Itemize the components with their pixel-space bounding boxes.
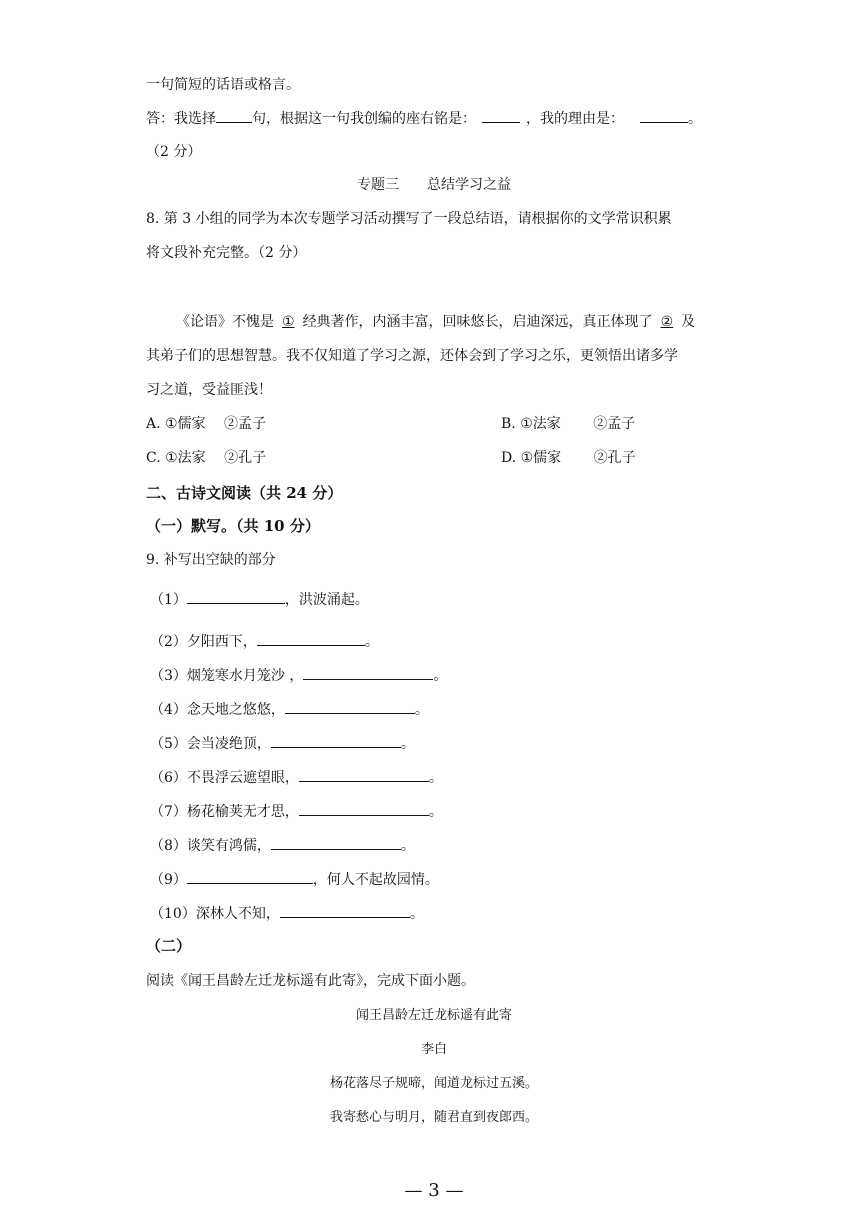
blank-2[interactable]: ② <box>660 314 674 330</box>
passage-line3: 习之道，受益匪浅！ <box>146 382 272 398</box>
item-text: 。 <box>364 634 379 650</box>
item-text: ，洪波涌起。 <box>284 592 369 608</box>
options-row-1 <box>146 415 746 433</box>
option-c[interactable]: C. ①法家 ②孔子 <box>146 450 267 466</box>
section-heading: 二、古诗文阅读（共 24 分） <box>146 484 343 502</box>
passage-text: 《论语》不愧是 <box>176 314 274 330</box>
fill-item-2 <box>150 632 379 651</box>
subsection-heading-2: （二） <box>146 937 192 955</box>
text-line: 一句简短的话语或格言。 <box>146 77 300 93</box>
item-number: （7） <box>150 804 187 820</box>
item-text: 会当凌绝顶， <box>186 736 271 752</box>
passage-line2: 其弟子们的思想智慧。我不仅知道了学习之源，还体会到了学习之乐，更领悟出诸多学 <box>146 348 678 364</box>
poem-line-1: 杨花落尽子规啼，闻道龙标过五溪。 <box>329 1076 538 1091</box>
item-number: （3） <box>150 668 187 684</box>
blank-input[interactable] <box>271 734 401 748</box>
item-text: 。 <box>400 838 415 854</box>
passage-line1 <box>176 313 695 331</box>
options-row-2 <box>146 449 746 467</box>
item-text: 不畏浮云遮望眼， <box>186 770 299 786</box>
answer-prefix: 答：我选择 <box>146 111 216 127</box>
item-text: 夕阳西下， <box>186 634 257 650</box>
item-number: （10） <box>150 906 196 922</box>
page-number: — 3 — <box>404 1180 464 1201</box>
question-9: 9. 补写出空缺的部分 <box>146 552 276 568</box>
item-number: （4） <box>150 702 187 718</box>
option-a[interactable]: A. ①儒家 ②孟子 <box>146 416 267 432</box>
passage-text: 及 <box>681 314 696 330</box>
item-text: 。 <box>433 668 448 684</box>
item-text: 谈笑有鸿儒， <box>186 838 271 854</box>
item-text: 。 <box>400 736 415 752</box>
blank-input[interactable] <box>303 666 433 680</box>
fill-item-10 <box>150 904 424 923</box>
item-number: （8） <box>150 838 187 854</box>
blank-1[interactable]: ① <box>282 314 295 330</box>
subsection-heading: （一）默写。（共 10 分） <box>146 517 320 535</box>
item-number: （2） <box>150 634 187 650</box>
item-text: 。 <box>428 770 443 786</box>
fill-item-1 <box>150 590 369 609</box>
fill-item-5 <box>150 734 415 753</box>
passage-text: 经典著作，内涵丰富，回味悠长，启迪深远，真正体现了 <box>302 314 653 330</box>
option-b[interactable]: B. ①法家 ②孟子 <box>501 416 636 432</box>
score-label: （2 分） <box>146 144 202 160</box>
blank-input[interactable] <box>299 802 429 816</box>
item-number: （5） <box>150 736 187 752</box>
blank-motto[interactable] <box>482 109 520 123</box>
question-8-line2: 将文段补充完整。（2 分） <box>146 245 307 261</box>
blank-input[interactable] <box>285 700 415 714</box>
reading-instruction: 阅读《闻王昌龄左迁龙标遥有此寄》，完成下面小题。 <box>146 973 475 989</box>
poem-line-2: 我寄愁心与明月，随君直到夜郎西。 <box>329 1110 538 1125</box>
item-number: （9） <box>150 872 187 888</box>
item-text: 。 <box>409 906 424 922</box>
item-text: 。 <box>428 804 443 820</box>
fill-item-3 <box>150 666 447 685</box>
blank-input[interactable] <box>187 590 285 604</box>
question-8-line1: 8. 第 3 小组的同学为本次专题学习活动撰写了一段总结语，请根据你的文学常识积累 <box>146 211 672 227</box>
answer-middle: 句，根据这一句我创编的座右铭是： <box>252 111 476 127</box>
item-text: 杨花榆荚无才思， <box>186 804 299 820</box>
blank-input[interactable] <box>187 870 313 884</box>
item-text: 念天地之悠悠， <box>186 702 285 718</box>
blank-input[interactable] <box>299 768 429 782</box>
item-text: 烟笼寒水月笼沙 ， <box>186 668 304 684</box>
item-number: （6） <box>150 770 187 786</box>
fill-item-6 <box>150 768 443 787</box>
blank-sentence[interactable] <box>216 109 252 123</box>
poem-title: 闻王昌龄左迁龙标遥有此寄 <box>355 1008 512 1023</box>
answer-end: 。 <box>688 111 702 127</box>
item-text: 深林人不知， <box>195 906 280 922</box>
fill-item-9 <box>150 870 439 889</box>
fill-item-4 <box>150 700 429 719</box>
fill-item-8 <box>150 836 415 855</box>
answer-line <box>146 109 702 128</box>
topic-heading: 专题三 总结学习之益 <box>357 177 511 193</box>
option-d[interactable]: D. ①儒家 ②孔子 <box>501 450 636 466</box>
blank-input[interactable] <box>257 632 365 646</box>
blank-input[interactable] <box>280 904 410 918</box>
poem-author: 李白 <box>420 1042 447 1057</box>
blank-reason[interactable] <box>640 109 688 123</box>
item-text: ，何人不起故园情。 <box>312 872 439 888</box>
item-text: 。 <box>414 702 429 718</box>
blank-input[interactable] <box>271 836 401 850</box>
item-number: （1） <box>150 592 187 608</box>
fill-item-7 <box>150 802 443 821</box>
answer-reason-label: ，我的理由是： <box>526 111 624 127</box>
